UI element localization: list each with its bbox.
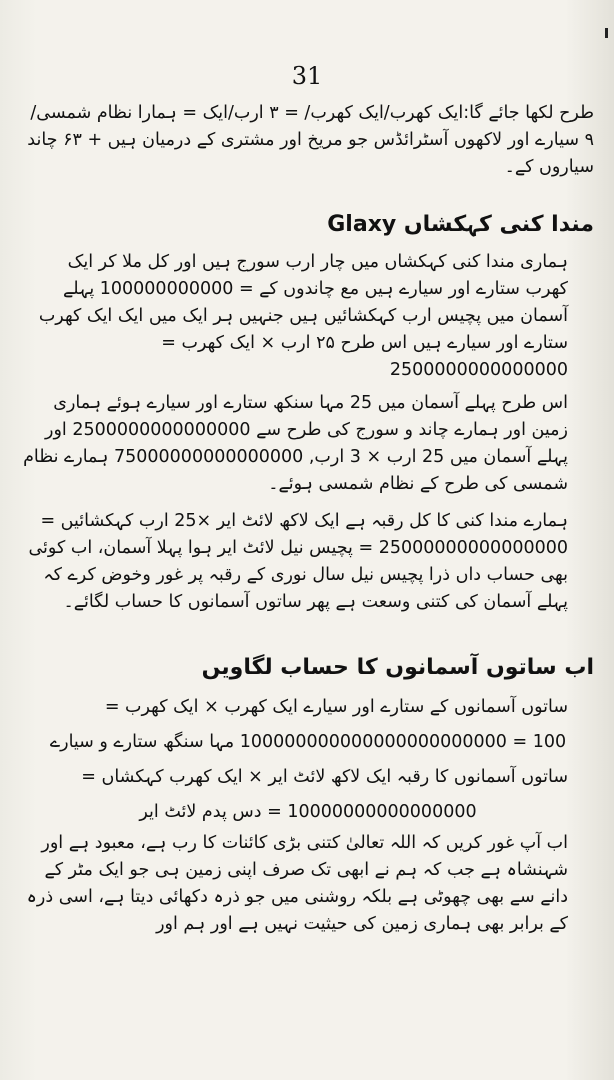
- page-edge-mark: [605, 28, 608, 38]
- page-content: [22, 100, 594, 938]
- paragraph-galaxy-area: ہمارے مندا کنی کا کل رقبہ ہے ایک لاکھ لائٹ ایر ×25 ارب کہکشائیں = 25000000000000000 = پچیس نیل لائٹ ایر ہوا پہلا آسمان، اب کوئی بھی حساب داں ذرا پچیس نیل سال نوری کے رقبہ پر غور وخوض کرے کہ پہلے آسمان کی کتنی وسعت ہے پھر ساتوں آسمانوں کا حساب لگائے۔: [28, 511, 568, 612]
- calc-line-stars-result: 100 = 100000000000000000000000 مہا سنگھ ستارے و سیارے: [49, 732, 567, 752]
- paragraph-conclusion: اب آپ غور کریں کہ اللہ تعالیٰ کتنی بڑی کائنات کا رب ہے، معبود ہے اور شہنشاہ ہے جب کہ ہم نے ابھی تک صرف اپنی زمین ہی جو ایک مٹر کے دانے سے بھی چھوٹی ہے بلکہ روشنی میں جو ذرہ دکھائی دیتا ہے، اسی ذرہ کے برابر بھی ہماری زمین کی حیثیت نہیں ہے اور ہم اور: [26, 833, 568, 934]
- heading-galaxy: مندا کنی کہکشاں Glaxy: [327, 212, 594, 237]
- paragraph-first-sky: اس طرح پہلے آسمان میں 25 مہا سنکھ ستارے اور سیارے ہوئے ہماری زمین اور ہمارے چاند و سورج کی طرح سے 2500000000000000 اور پہلے آسمان میں 25 ارب × 3 ارب, 75000000000000000 ہمارے نظام شمسی کی طرح کے نظام شمسی ہوئے۔: [23, 393, 568, 494]
- page-number: 31: [291, 62, 323, 90]
- calc-line-area-result: 10000000000000000 = دس پدم لائٹ ایر: [139, 802, 477, 822]
- heading-seven-skies: اب ساتوں آسمانوں کا حساب لگاویں: [201, 655, 594, 680]
- calc-line-area: ساتوں آسمانوں کا رقبہ ایک لاکھ لائٹ ایر × ایک کھرب کہکشاں =: [81, 767, 568, 787]
- paragraph-solar-system: طرح لکھا جائے گا:ایک کھرب/ایک کھرب/ = ۳ ارب/ایک = ہمارا نظام شمسی/ ۹ سیارے اور لاکھوں آسٹرائڈس جو مریخ اور مشتری کے درمیان ہیں + ۶۳ چاند سیاروں کے۔: [27, 103, 594, 177]
- paragraph-galaxy-stars: ہماری مندا کنی کہکشاں میں چار ارب سورج ہیں اور کل ملا کر ایک کھرب ستارے اور سیارے ہیں مع چاندوں کے = 100000000000 پہلے آسمان میں پچیس ارب کہکشائیں ہیں جنہیں ہر ایک میں ایک ایک کھرب ستارے اور سیارے ہیں اس طرح ۲۵ ارب × ایک کھرب = 2500000000000000: [38, 252, 568, 380]
- calc-line-stars: ساتوں آسمانوں کے ستارے اور سیارے ایک کھرب × ایک کھرب =: [104, 697, 568, 717]
